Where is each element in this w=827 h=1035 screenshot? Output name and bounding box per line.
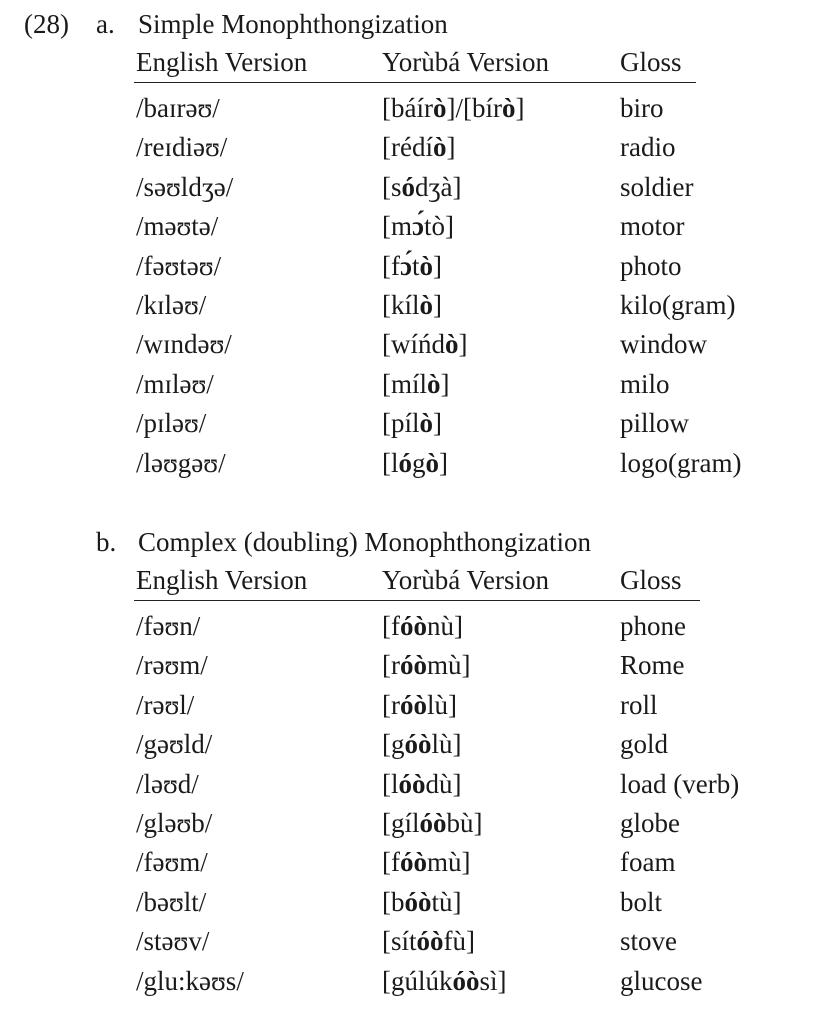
table-header-row xyxy=(136,42,696,82)
table-row xyxy=(136,247,696,286)
gloss: biro xyxy=(620,93,664,123)
yoruba-form: [fɔ́tò] xyxy=(382,250,442,281)
yoruba-form: [pílò] xyxy=(382,408,442,439)
table-row xyxy=(136,765,740,804)
table-row xyxy=(136,725,700,764)
english-form: /gləʊb/ xyxy=(136,807,213,838)
gloss: gold xyxy=(620,729,669,760)
table-row xyxy=(136,607,700,646)
table-row xyxy=(136,286,736,325)
table-row xyxy=(136,646,700,685)
header-gloss: Gloss xyxy=(620,47,682,77)
table-row xyxy=(136,883,700,922)
yoruba-form: [sítóòfù] xyxy=(382,926,475,957)
table-row xyxy=(136,404,696,443)
yoruba-form: [róòlù] xyxy=(382,689,457,720)
section-title: Simple Monophthongization xyxy=(138,9,448,39)
english-form: /rəʊm/ xyxy=(136,650,208,681)
gloss: glucose xyxy=(620,965,703,996)
yoruba-form: [gúlúkóòsì] xyxy=(382,965,507,996)
english-form: /pɪləʊ/ xyxy=(136,408,207,439)
table-row xyxy=(136,444,742,483)
gloss: stove xyxy=(620,926,677,957)
gloss: Rome xyxy=(620,650,685,681)
yoruba-form: [sódʒà] xyxy=(382,171,462,202)
gloss: bolt xyxy=(620,886,663,917)
gloss: globe xyxy=(620,807,680,838)
english-form: /baɪrəʊ/ xyxy=(136,93,220,123)
table-row xyxy=(136,128,696,167)
gloss: pillow xyxy=(620,408,690,439)
gloss: window xyxy=(620,329,707,360)
table-header-row xyxy=(136,560,700,600)
english-form: /mɪləʊ/ xyxy=(136,368,214,399)
table-row xyxy=(136,804,700,843)
section-letter: b. xyxy=(96,527,117,557)
yoruba-form: [báírò]/[bírò] xyxy=(382,93,525,123)
english-form: /ləʊgəʊ/ xyxy=(136,447,226,478)
english-form: /fəʊm/ xyxy=(136,847,208,878)
example-number: (28) xyxy=(24,9,69,39)
table-row xyxy=(136,207,696,246)
section-a xyxy=(96,6,742,483)
table-row xyxy=(136,686,700,725)
english-form: /wɪndəʊ/ xyxy=(136,329,232,360)
section-letter: a. xyxy=(96,9,115,39)
header-rule xyxy=(134,82,696,83)
gloss: roll xyxy=(620,689,658,720)
yoruba-form: [rédíò] xyxy=(382,132,456,163)
table-row xyxy=(136,365,696,404)
section-heading xyxy=(96,524,700,560)
gloss: motor xyxy=(620,211,685,242)
english-form: /kɪləʊ/ xyxy=(136,289,207,320)
yoruba-form: [fóòmù] xyxy=(382,847,471,878)
yoruba-form: [lógò] xyxy=(382,447,448,478)
gloss: photo xyxy=(620,250,682,281)
english-form: /rəʊl/ xyxy=(136,689,195,720)
header-rule xyxy=(134,600,700,601)
yoruba-form: [gílóòbù] xyxy=(382,807,483,838)
english-form: /gəʊld/ xyxy=(136,729,213,760)
header-english: English Version xyxy=(136,47,308,77)
gloss: load (verb) xyxy=(620,768,740,799)
table-row xyxy=(136,922,700,961)
yoruba-form: [fóònù] xyxy=(382,611,463,641)
table-row xyxy=(136,325,707,364)
english-form: /bəʊlt/ xyxy=(136,886,207,917)
english-form: /məʊtə/ xyxy=(136,211,219,242)
english-form: /glu:kəʊs/ xyxy=(136,965,244,996)
header-yoruba: Yorùbá Version xyxy=(382,565,550,595)
english-form: /fəʊtəʊ/ xyxy=(136,250,222,281)
gloss: foam xyxy=(620,847,676,878)
gloss: soldier xyxy=(620,171,694,202)
yoruba-form: [lóòdù] xyxy=(382,768,462,799)
table-row xyxy=(136,962,703,1001)
header-gloss: Gloss xyxy=(620,565,682,595)
section-heading xyxy=(96,6,696,42)
yoruba-form: [wíńdò] xyxy=(382,329,468,360)
yoruba-form: [kílò] xyxy=(382,289,442,320)
yoruba-form: [róòmù] xyxy=(382,650,471,681)
english-form: /reɪdiəʊ/ xyxy=(136,132,228,163)
gloss: milo xyxy=(620,368,670,399)
section-b xyxy=(96,524,740,1001)
yoruba-form: [mílò] xyxy=(382,368,450,399)
gloss: radio xyxy=(620,132,676,163)
gloss: phone xyxy=(620,611,686,641)
table-row xyxy=(136,843,700,882)
table-row xyxy=(136,89,696,128)
gloss: kilo(gram) xyxy=(620,289,736,320)
gloss: logo(gram) xyxy=(620,447,742,478)
section-title: Complex (doubling) Monophthongization xyxy=(138,527,591,557)
table-body xyxy=(96,89,742,483)
english-form: /stəʊv/ xyxy=(136,926,210,957)
english-form: /fəʊn/ xyxy=(136,611,201,641)
header-english: English Version xyxy=(136,565,308,595)
table-body xyxy=(96,607,740,1001)
yoruba-form: [mɔ́tò] xyxy=(382,211,454,242)
header-yoruba: Yorùbá Version xyxy=(382,47,550,77)
yoruba-form: [bóòtù] xyxy=(382,886,462,917)
table-row xyxy=(136,168,696,207)
yoruba-form: [góòlù] xyxy=(382,729,462,760)
english-form: /ləʊd/ xyxy=(136,768,199,799)
english-form: /səʊldʒə/ xyxy=(136,171,234,202)
